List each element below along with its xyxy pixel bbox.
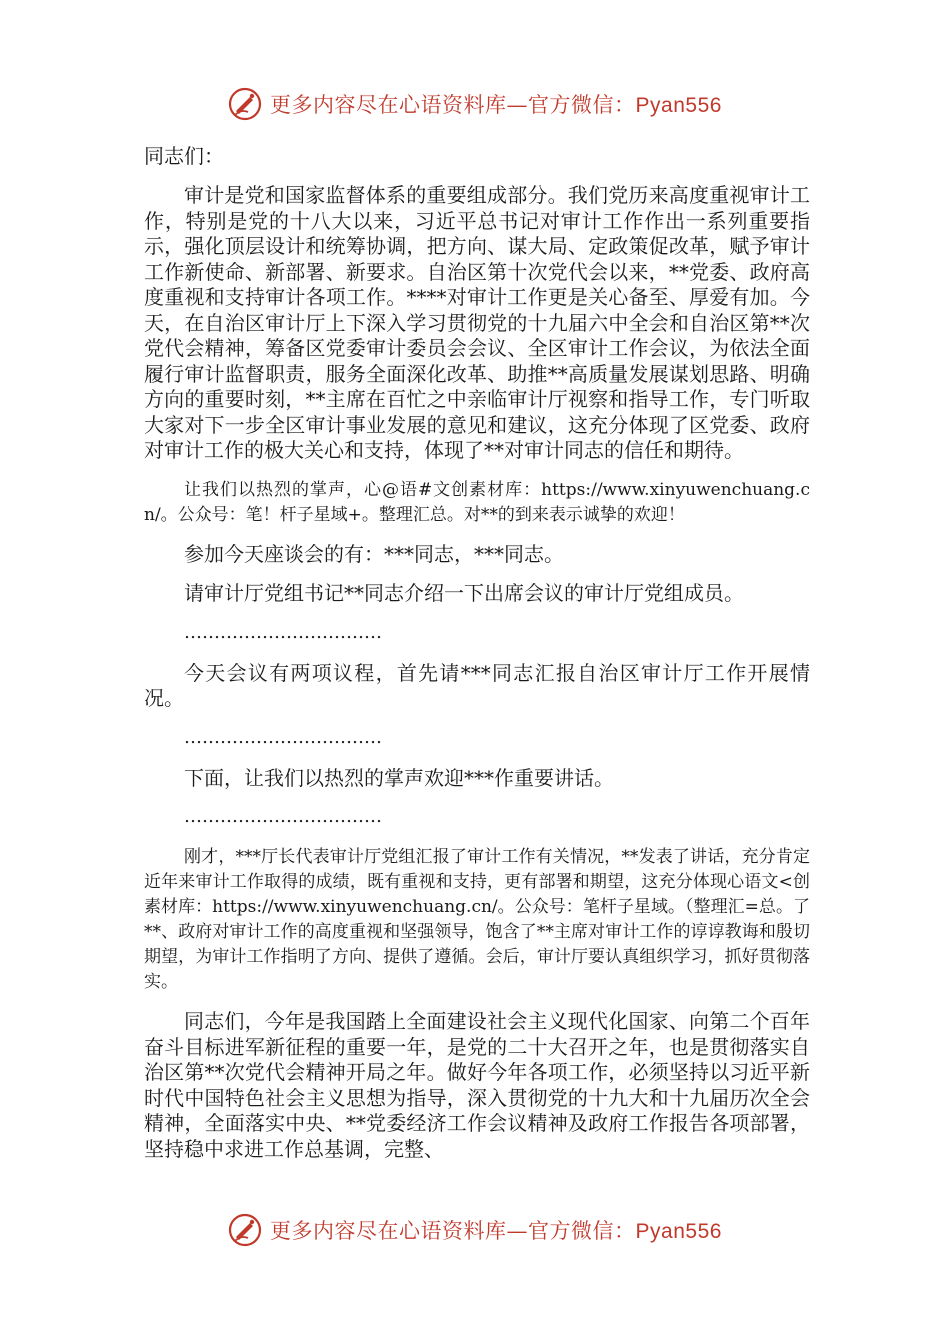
- paragraph-4: 请审计厅党组书记**同志介绍一下出席会议的审计厅党组成员。: [184, 581, 744, 605]
- banner-text-cn: 更多内容尽在心语资料库—官方微信：: [270, 1219, 636, 1243]
- paragraph-7: 刚才，***厅长代表审计厅党组汇报了审计工作有关情况，**发表了讲话，充分肯定近年来审计工作取得的成绩，既有重视和支持，更有部署和期望，这充分体现心语文<创素材库：https://www.xinyuwenchuang.cn/。公众号：笔杆子星域。（整理汇=总。了**、政府对审计工作的高度重视和坚强领导，饱含了**主席对审计工作的谆谆教诲和殷切期望，为审计工作指明了方向、提供了遵循。会后，审计厅要认真组织学习，抓好贯彻落实。: [144, 847, 810, 992]
- document-body: [144, 143, 810, 1176]
- paragraph-6: 下面，让我们以热烈的掌声欢迎***作重要讲话。: [184, 765, 614, 790]
- greeting: 同志们：: [144, 144, 224, 168]
- footer-banner: [0, 1208, 950, 1252]
- banner-wechat-id: Pyan556: [635, 94, 722, 117]
- banner-text: [270, 89, 722, 119]
- paragraph-2: 让我们以热烈的掌声，心@语#文创素材库：https://www.xinyuwenchuang.cn/。公众号：笔！杆子星域+。整理汇总。对**的到来表示诚挚的欢迎！: [144, 479, 810, 525]
- banner-wechat-id: Pyan556: [635, 1220, 722, 1243]
- paragraph-5: 今天会议有两项议程，首先请***同志汇报自治区审计厅工作开展情况。: [144, 660, 810, 710]
- banner-text-cn: 更多内容尽在心语资料库—官方微信：: [270, 93, 636, 117]
- ellipsis-separator-3: ……………………………: [184, 806, 382, 827]
- header-banner: [0, 82, 950, 126]
- banner-text: [270, 1215, 722, 1245]
- ellipsis-separator-2: ……………………………: [184, 726, 382, 748]
- ellipsis-separator-1: ……………………………: [184, 621, 382, 643]
- writing-hand-logo-icon: [228, 1213, 262, 1247]
- paragraph-3: 参加今天座谈会的有：***同志，***同志。: [184, 541, 564, 566]
- writing-hand-logo-icon: [228, 87, 262, 121]
- paragraph-8: 同志们，今年是我国踏上全面建设社会主义现代化国家、向第二个百年奋斗目标进军新征程的重要一年，是党的二十大召开之年，也是贯彻落实自治区第**次党代会精神开局之年。做好今年各项工作，必须坚持以习近平新时代中国特色社会主义思想为指导，深入贯彻党的十九大和十九届历次全会精神，全面落实中央、**党委经济工作会议精神及政府工作报告各项部署，坚持稳中求进工作总基调，完整、: [144, 1009, 810, 1161]
- paragraph-1: 审计是党和国家监督体系的重要组成部分。我们党历来高度重视审计工作，特别是党的十八大以来，习近平总书记对审计工作作出一系列重要指示，强化顶层设计和统筹协调，把方向、谋大局、定政策促改革，赋予审计工作新使命、新部署、新要求。自治区第十次党代会以来，**党委、政府高度重视和支持审计各项工作。****对审计工作更是关心备至、厚爱有加。今天，在自治区审计厅上下深入学习贯彻党的十九届六中全会和自治区第**次党代会精神，筹备区党委审计委员会会议、全区审计工作会议，为依法全面履行审计监督职责，服务全面深化改革、助推**高质量发展谋划思路、明确方向的重要时刻，**主席在百忙之中亲临审计厅视察和指导工作，专门听取大家对下一步全区审计事业发展的意见和建议，这充分体现了区党委、政府对审计工作的极大关心和支持，体现了**对审计同志的信任和期待。: [144, 183, 810, 462]
